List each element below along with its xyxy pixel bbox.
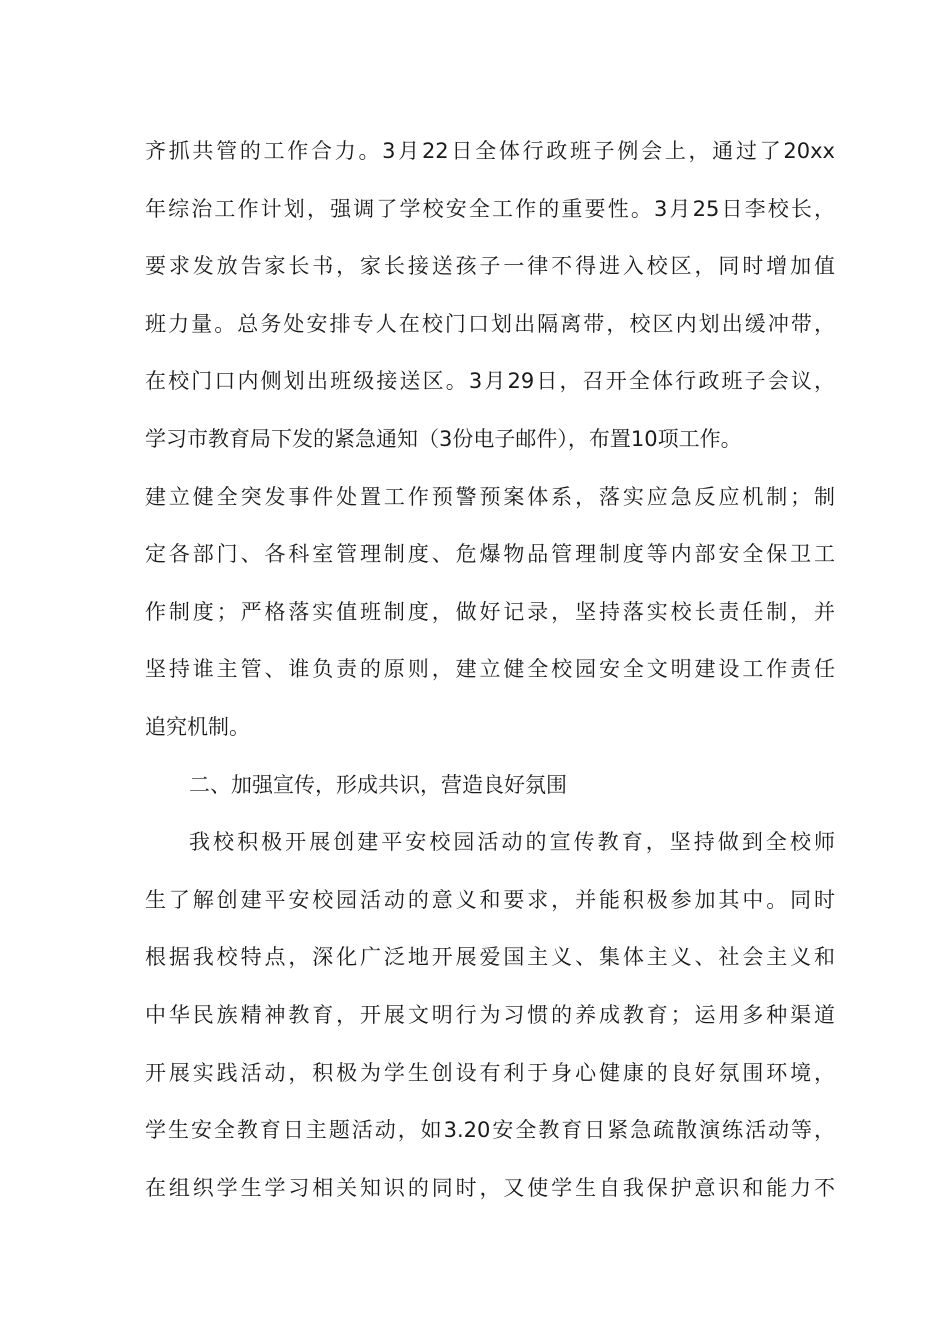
text-line: 根据我校特点，深化广泛地开展爱国主义、集体主义、社会主义和 — [145, 945, 835, 970]
text-line: 我校积极开展创建平安校园活动的宣传教育，坚持做到全校师 — [189, 830, 835, 855]
text-line: 在组织学生学习相关知识的同时，又使学生自我保护意识和能力不 — [145, 1175, 835, 1200]
text-line: 坚持谁主管、谁负责的原则，建立健全校园安全文明建设工作责任 — [145, 657, 835, 682]
text-line: 要求发放告家长书，家长接送孩子一律不得进入校区，同时增加值 — [145, 254, 835, 279]
text-line: 开展实践活动，积极为学生创设有利于身心健康的良好氛围环境， — [145, 1060, 835, 1085]
text-line: 二、加强宣传，形成共识，营造良好氛围 — [189, 772, 567, 797]
text-line: 中华民族精神教育，开展文明行为习惯的养成教育；运用多种渠道 — [145, 1002, 835, 1027]
text-line: 定各部门、各科室管理制度、危爆物品管理制度等内部安全保卫工 — [145, 542, 835, 567]
text-line: 年综治工作计划，强调了学校安全工作的重要性。3月25日李校长， — [145, 196, 835, 221]
text-line: 学习市教育局下发的紧急通知（3份电子邮件），布置10项工作。 — [145, 426, 742, 451]
text-line: 在校门口内侧划出班级接送区。3月29日，召开全体行政班子会议， — [145, 369, 835, 394]
text-line: 齐抓共管的工作合力。3月22日全体行政班子例会上，通过了20xx — [145, 139, 835, 163]
text-line: 班力量。总务处安排专人在校门口划出隔离带，校区内划出缓冲带， — [145, 311, 835, 336]
text-line: 学生安全教育日主题活动，如3.20安全教育日紧急疏散演练活动等， — [145, 1118, 835, 1143]
text-line: 追究机制。 — [145, 714, 250, 739]
body-text — [145, 128, 835, 1222]
text-line: 作制度；严格落实值班制度，做好记录，坚持落实校长责任制，并 — [145, 599, 835, 624]
text-line: 建立健全突发事件处置工作预警预案体系，落实应急反应机制；制 — [145, 484, 835, 509]
text-line: 生了解创建平安校园活动的意义和要求，并能积极参加其中。同时 — [145, 887, 835, 912]
